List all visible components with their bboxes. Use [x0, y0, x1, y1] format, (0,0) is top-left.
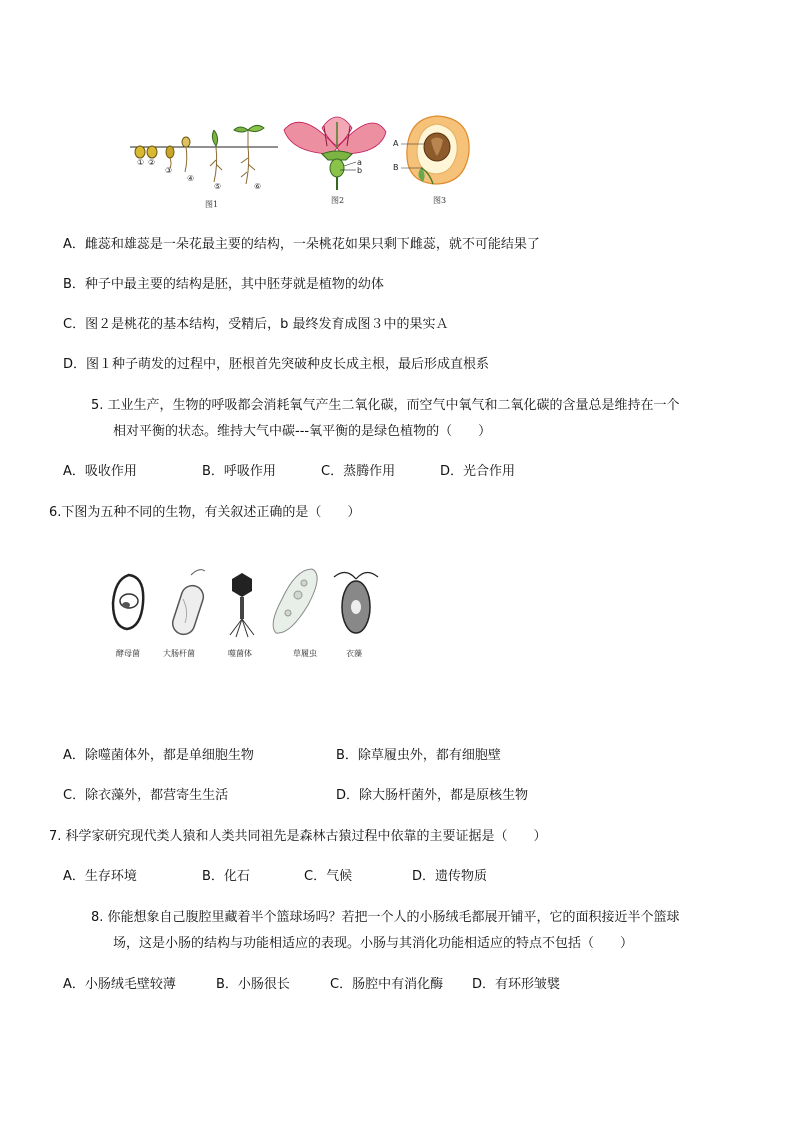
q7-option-d: D．遗传物质: [412, 869, 488, 884]
q7-stem: 7. 科学家研究现代类人猿和人类共同祖先是森林古猿过程中依靠的主要证据是（ ）: [49, 829, 547, 844]
fig1-label-2: ②: [148, 158, 156, 167]
q5-option-b: B．呼吸作用: [202, 464, 276, 479]
q5-stem-line1: 5. 工业生产，生物的呼吸都会消耗氧气产生二氧化碳，而空气中氧气和二氧化碳的含量总是维持在一个: [91, 398, 680, 413]
q5-stem-line2: 相对平衡的状态。维持大气中碳---氧平衡的是绿色植物的（ ）: [113, 424, 492, 439]
q6-option-d: D．除大肠杆菌外，都是原核生物: [336, 788, 529, 803]
q4-option-a: A．雌蕊和雄蕊是一朵花最主要的结构，一朵桃花如果只剩下雌蕊，就不可能结果了: [63, 237, 540, 252]
q4-option-d: D．图１种子萌发的过程中，胚根首先突破种皮长成主根，最后形成直根系: [63, 357, 490, 372]
q7-option-c: C．气候: [304, 869, 353, 884]
fig2-label-a: a: [357, 158, 362, 167]
fig2-label-b: b: [357, 166, 363, 175]
fig1-label-5: ⑤: [214, 182, 222, 191]
fig1-label-6: ⑥: [254, 182, 262, 191]
q8-stem-line2: 场，这是小肠的结构与功能相适应的表现。小肠与其消化功能相适应的特点不包括（ ）: [113, 936, 634, 951]
five-organisms-figure: [105, 565, 395, 660]
q8-option-b: B．小肠很长: [216, 977, 290, 992]
q8-option-d: D．有环形皱襞: [472, 977, 561, 992]
q8-stem-line1: 8. 你能想象自己腹腔里藏着半个篮球场吗？若把一个人的小肠绒毛都展开铺平，它的面积接近半个篮球: [91, 910, 680, 925]
fig1-label-4: ④: [187, 174, 195, 183]
q6-option-a: A．除噬菌体外，都是单细胞生物: [63, 748, 254, 763]
q6-option-c: C．除衣藻外，都营寄生生活: [63, 788, 229, 803]
e-coli-illustration: [170, 570, 206, 638]
yeast-illustration: [113, 575, 143, 629]
fig1-caption: 图1: [205, 200, 219, 209]
q5-option-d: D．光合作用: [440, 464, 516, 479]
q4-option-c: C．图２是桃花的基本结构，受精后，b 最终发育成图３中的果实Ａ: [63, 317, 449, 332]
organism-label-phage: 噬菌体: [228, 649, 252, 658]
bacteriophage-illustration: [230, 573, 254, 637]
q8-option-c: C．肠腔中有消化酶: [330, 977, 444, 992]
peach-fruit-illustration: [393, 110, 473, 190]
fig3-label-A: A: [393, 139, 399, 148]
fig3-label-B: B: [393, 163, 399, 172]
organism-label-chlamydomonas: 衣藻: [346, 649, 362, 658]
q5-option-a: A．吸收作用: [63, 464, 137, 479]
q6-option-b: B．除草履虫外，都有细胞壁: [336, 748, 501, 763]
q8-option-a: A．小肠绒毛壁较薄: [63, 977, 176, 992]
q7-option-a: A．生存环境: [63, 869, 137, 884]
q5-option-c: C．蒸腾作用: [321, 464, 396, 479]
q7-option-b: B．化石: [202, 869, 250, 884]
q4-option-b: B．种子中最主要的结构是胚，其中胚芽就是植物的幼体: [63, 277, 384, 292]
organism-label-e-coli: 大肠杆菌: [163, 649, 195, 658]
paramecium-illustration: [273, 569, 317, 633]
fig1-label-1: ①: [137, 158, 145, 167]
organism-label-paramecium: 草履虫: [293, 649, 317, 658]
organism-label-yeast: 酵母菌: [116, 649, 140, 658]
q6-stem: 6.下图为五种不同的生物，有关叙述正确的是（ ）: [49, 505, 361, 520]
fig1-label-3: ③: [165, 166, 173, 175]
peach-flower-illustration: [282, 108, 392, 193]
fig3-caption: 图3: [433, 196, 447, 205]
fig2-caption: 图2: [331, 196, 345, 205]
chlamydomonas-illustration: [334, 572, 378, 633]
